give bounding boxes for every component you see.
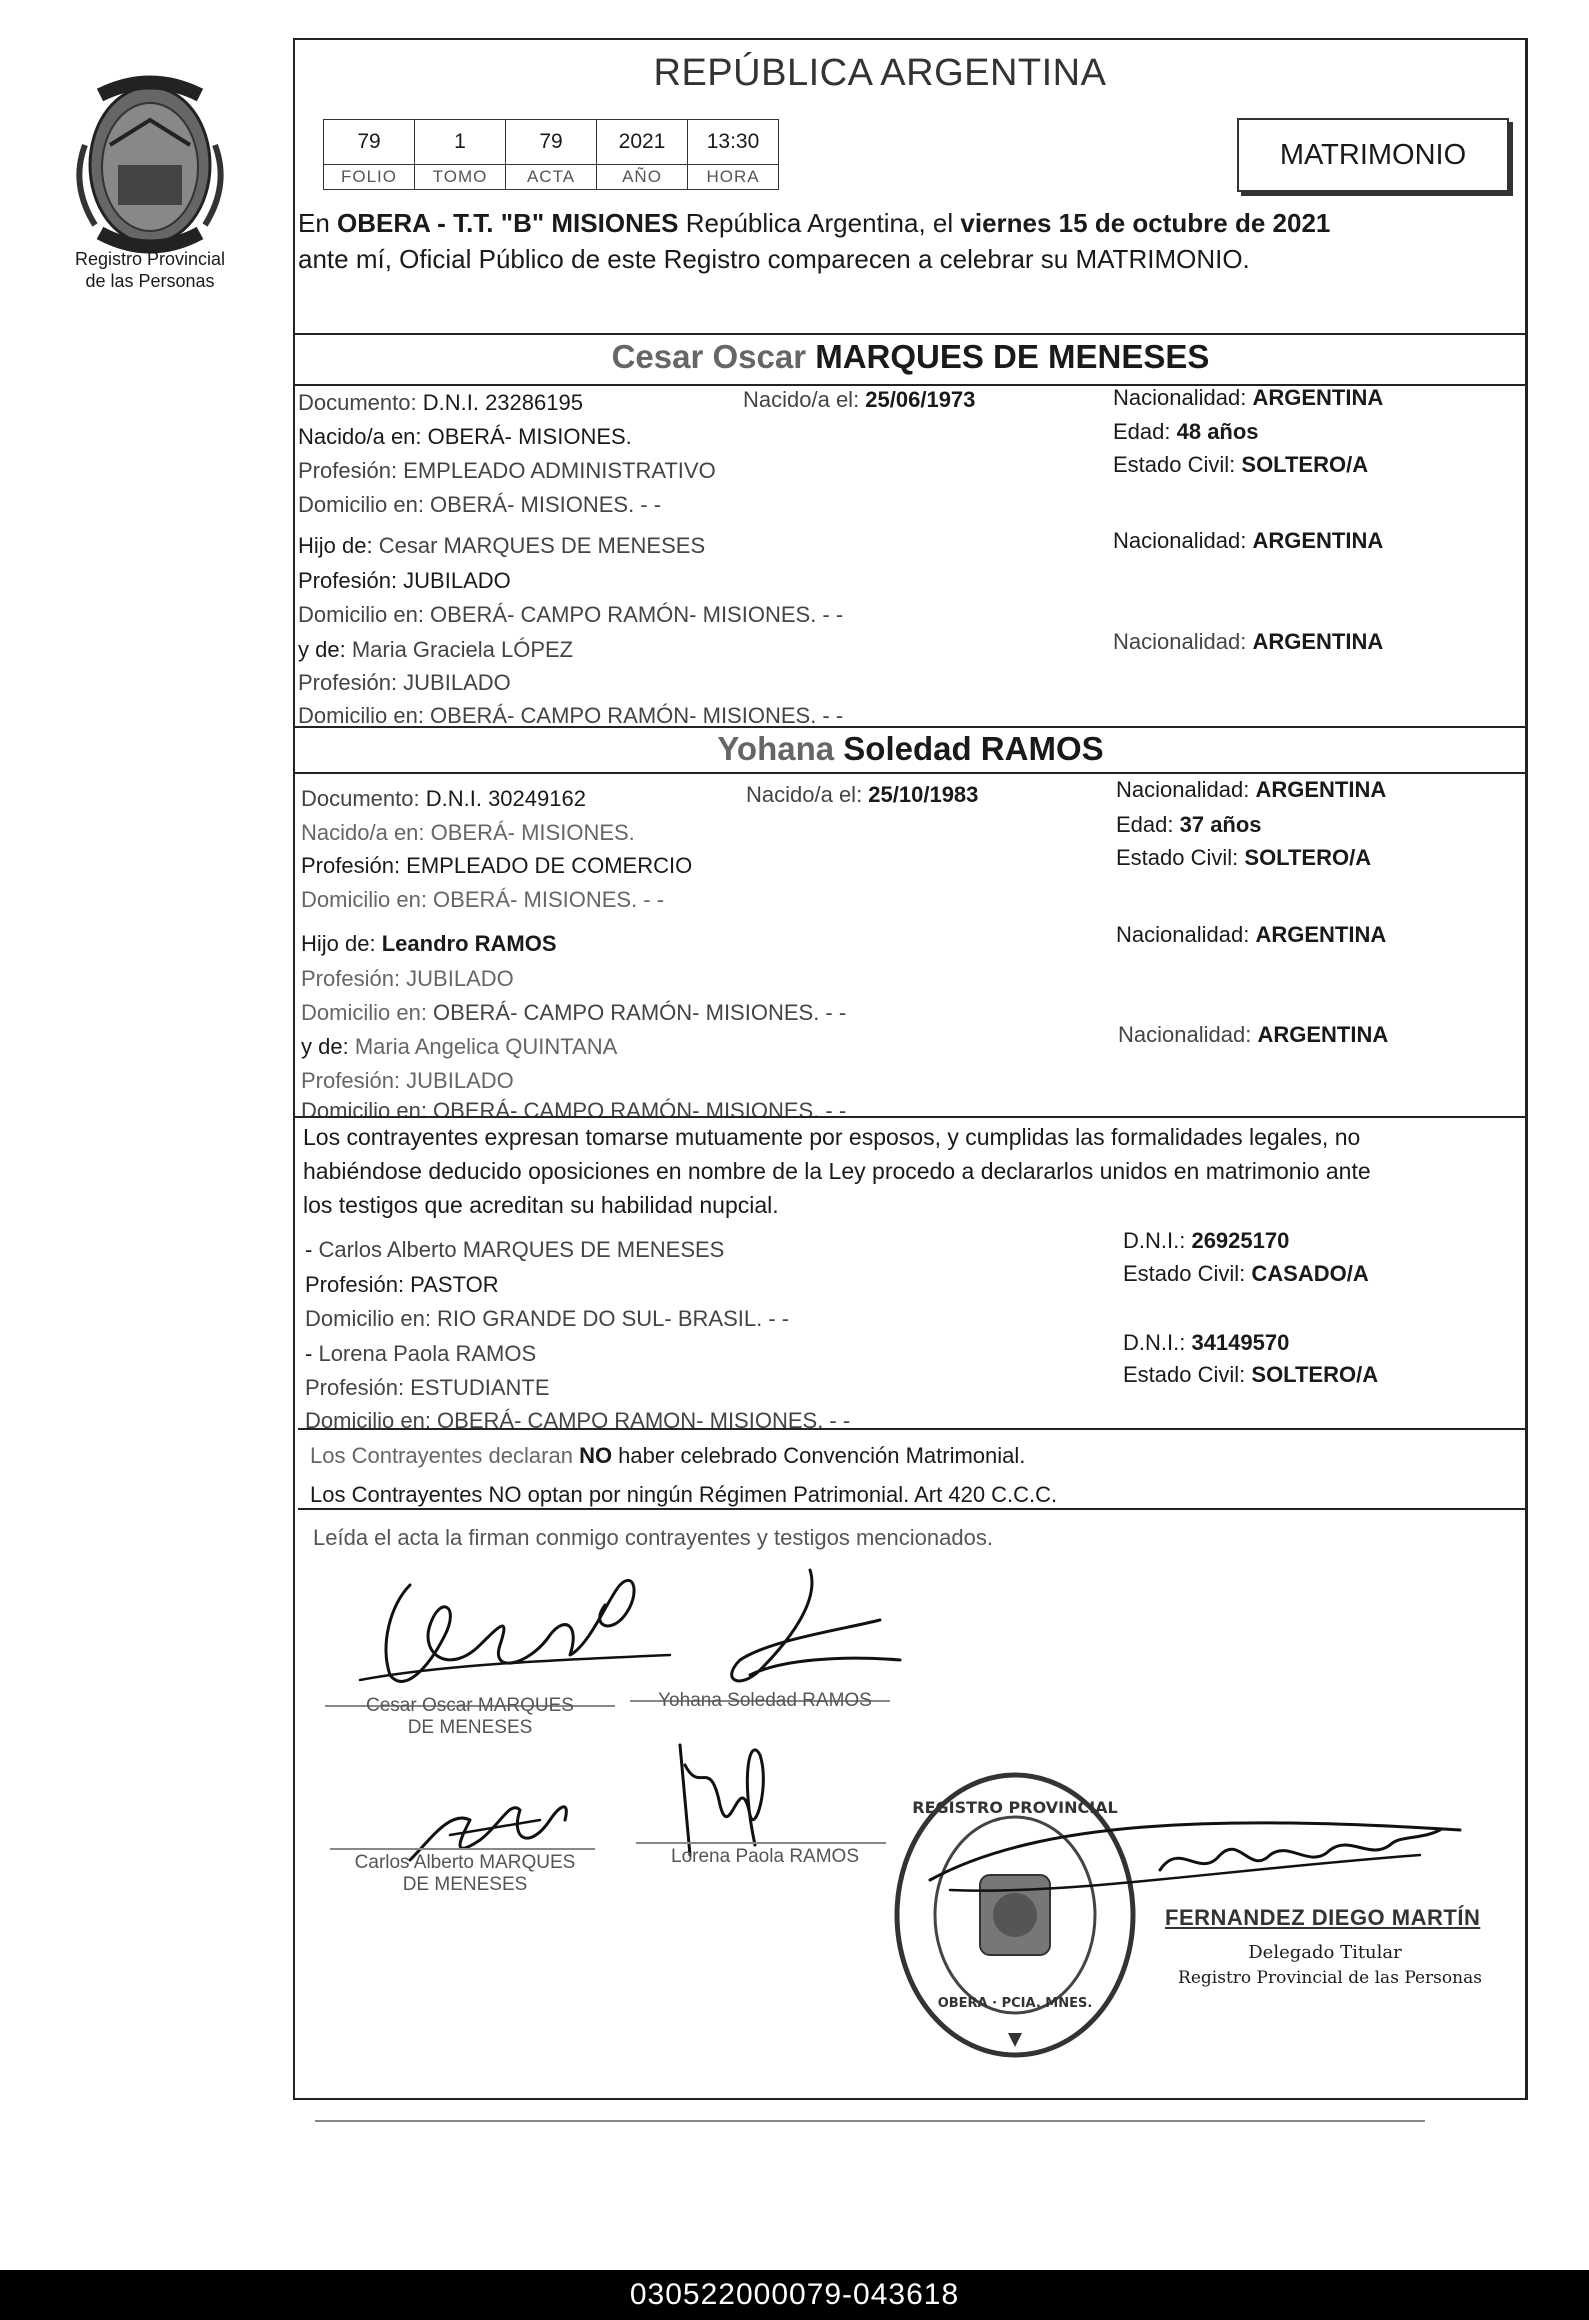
- official-registry: Registro Provincial de las Personas: [1178, 1968, 1482, 1988]
- witness2-profession: Profesión: ESTUDIANTE: [305, 1375, 550, 1400]
- spouse1-mother: y de: Maria Graciela LÓPEZ: [298, 637, 574, 662]
- intro-paragraph: En OBERA - T.T. "B" MISIONES República Argentina, el viernes 15 de octubre de 2021 ante mí, Oficial Público de este Registro comparecen a celebrar su MATRIMONIO.: [298, 208, 1331, 274]
- registry-caption: Registro Provincial de las Personas: [74, 249, 226, 291]
- spouse1-father-domicile: Domicilio en: OBERÁ- CAMPO RAMÓN- MISIONES. - -: [298, 602, 844, 627]
- spouse1-document: Documento: D.N.I. 23286195: [298, 390, 583, 415]
- witness2-signature-caption: Lorena Paola RAMOS: [671, 1846, 859, 1867]
- spouse1-mother-nationality: Nacionalidad: ARGENTINA: [1113, 629, 1384, 654]
- spouse1-signature: [350, 1555, 680, 1705]
- spouse1-profession: Profesión: EMPLEADO ADMINISTRATIVO: [298, 458, 716, 483]
- divider: [315, 2120, 1425, 2122]
- witness2-domicile: Domicilio en: OBERÁ- CAMPO RAMON- MISIONES. - -: [305, 1408, 851, 1433]
- spouse2-mother-nationality: Nacionalidad: ARGENTINA: [1118, 1022, 1389, 1047]
- divider: [293, 1116, 1528, 1118]
- divider: [293, 333, 1528, 335]
- spouse2-father-profession: Profesión: JUBILADO: [301, 966, 514, 991]
- spouse2-born-place: Nacido/a en: OBERÁ- MISIONES.: [301, 820, 635, 845]
- spouse2-name: Yohana Soledad RAMOS: [717, 730, 1104, 767]
- witness2-civil: Estado Civil: SOLTERO/A: [1123, 1362, 1379, 1387]
- spouse2-domicile: Domicilio en: OBERÁ- MISIONES. - -: [301, 887, 665, 912]
- divider: [293, 726, 1528, 728]
- tomo-label: TOMO: [415, 165, 506, 190]
- spouse1-born-date: Nacido/a el: 25/06/1973: [743, 387, 976, 412]
- spouse2-nationality: Nacionalidad: ARGENTINA: [1116, 777, 1387, 802]
- spouse2-mother-domicile: Domicilio en: OBERÁ- CAMPO RAMÓN- MISIONES. - -: [301, 1098, 847, 1123]
- spouse1-mother-domicile: Domicilio en: OBERÁ- CAMPO RAMÓN- MISIONES. - -: [298, 703, 844, 728]
- spouse2-signature-caption: Yohana Soledad RAMOS: [658, 1690, 872, 1711]
- folio-label: FOLIO: [324, 165, 415, 190]
- spouse1-father-nationality: Nacionalidad: ARGENTINA: [1113, 528, 1384, 553]
- acta-label: ACTA: [506, 165, 597, 190]
- svg-text:REGISTRO PROVINCIAL: REGISTRO PROVINCIAL: [912, 1798, 1118, 1817]
- spouse2-father: Hijo de: Leandro RAMOS: [301, 931, 557, 956]
- spouse1-father: Hijo de: Cesar MARQUES DE MENESES: [298, 533, 706, 558]
- witness1-signature-caption: Carlos Alberto MARQUES DE MENESES: [354, 1852, 576, 1895]
- folio-value: 79: [324, 120, 415, 165]
- spouse1-civil: Estado Civil: SOLTERO/A: [1113, 452, 1369, 477]
- registry-seal-logo: [60, 75, 240, 275]
- spouse1-father-profession: Profesión: JUBILADO: [298, 568, 511, 593]
- spouse2-mother: y de: Maria Angelica QUINTANA: [301, 1034, 618, 1059]
- spouse1-domicile: Domicilio en: OBERÁ- MISIONES. - -: [298, 492, 662, 517]
- convention-note: Los Contrayentes declaran NO haber celebrado Convención Matrimonial.: [310, 1443, 1026, 1468]
- witness1-domicile: Domicilio en: RIO GRANDE DO SUL- BRASIL. - -: [305, 1306, 790, 1331]
- witness1-name: - Carlos Alberto MARQUES DE MENESES: [305, 1237, 725, 1262]
- year-label: AÑO: [597, 165, 688, 190]
- spouse2-mother-profession: Profesión: JUBILADO: [301, 1068, 514, 1093]
- regime-note: Los Contrayentes NO optan por ningún Régimen Patrimonial. Art 420 C.C.C.: [310, 1482, 1058, 1507]
- spouse2-civil: Estado Civil: SOLTERO/A: [1116, 845, 1372, 870]
- spouse2-age: Edad: 37 años: [1116, 812, 1262, 837]
- tomo-value: 1: [415, 120, 506, 165]
- country-title: REPÚBLICA ARGENTINA: [653, 52, 1107, 94]
- official-name: FERNANDEZ DIEGO MARTÍN: [1165, 1905, 1481, 1930]
- document-code-footer: 030522000079-043618: [0, 2270, 1589, 2320]
- spouse1-name: Cesar Oscar MARQUES DE MENESES: [611, 338, 1210, 375]
- acta-value: 79: [506, 120, 597, 165]
- spouse1-mother-profession: Profesión: JUBILADO: [298, 670, 511, 695]
- spouse1-age: Edad: 48 años: [1113, 419, 1259, 444]
- spouse2-signature: [660, 1560, 910, 1710]
- spouse2-profession: Profesión: EMPLEADO DE COMERCIO: [301, 853, 693, 878]
- hour-value: 13:30: [688, 120, 779, 165]
- spouse2-father-nationality: Nacionalidad: ARGENTINA: [1116, 922, 1387, 947]
- hour-label: HORA: [688, 165, 779, 190]
- document-type-box: MATRIMONIO: [1237, 118, 1509, 192]
- declaration-paragraph: Los contrayentes expresan tomarse mutuamente por esposos, y cumplidas las formalidades legales, no habiéndose deducido oposiciones en nombre de la Ley procedo a declararlos unidos en matrimonio ante los testigos que acreditan su habilidad nupcial.: [303, 1124, 1371, 1218]
- divider: [298, 1508, 1528, 1510]
- svg-text:OBERA · PCIA. MNES.: OBERA · PCIA. MNES.: [937, 1996, 1093, 2011]
- witness1-profession: Profesión: PASTOR: [305, 1272, 499, 1297]
- spouse1-born-place: Nacido/a en: OBERÁ- MISIONES.: [298, 424, 632, 449]
- spouse2-born-date: Nacido/a el: 25/10/1983: [746, 782, 979, 807]
- divider: [298, 1428, 1528, 1430]
- divider: [293, 772, 1528, 774]
- spouse2-father-domicile: Domicilio en: OBERÁ- CAMPO RAMÓN- MISIONES. - -: [301, 1000, 847, 1025]
- official-role: Delegado Titular: [1248, 1942, 1402, 1963]
- spouse1-nationality: Nacionalidad: ARGENTINA: [1113, 385, 1384, 410]
- witness1-civil: Estado Civil: CASADO/A: [1123, 1261, 1369, 1286]
- spouse2-document: Documento: D.N.I. 30249162: [301, 786, 586, 811]
- official-signature: [920, 1800, 1480, 1920]
- witness1-dni: D.N.I.: 26925170: [1123, 1228, 1290, 1253]
- registry-table: [323, 119, 779, 190]
- signature-line: [636, 1842, 886, 1844]
- reading-note: Leída el acta la firman conmigo contrayentes y testigos mencionados.: [313, 1525, 993, 1550]
- spouse1-signature-caption: Cesar Oscar MARQUES DE MENESES: [366, 1695, 574, 1738]
- signature-line: [330, 1848, 595, 1850]
- witness2-dni: D.N.I.: 34149570: [1123, 1330, 1290, 1355]
- witness2-name: - Lorena Paola RAMOS: [305, 1341, 537, 1366]
- year-value: 2021: [597, 120, 688, 165]
